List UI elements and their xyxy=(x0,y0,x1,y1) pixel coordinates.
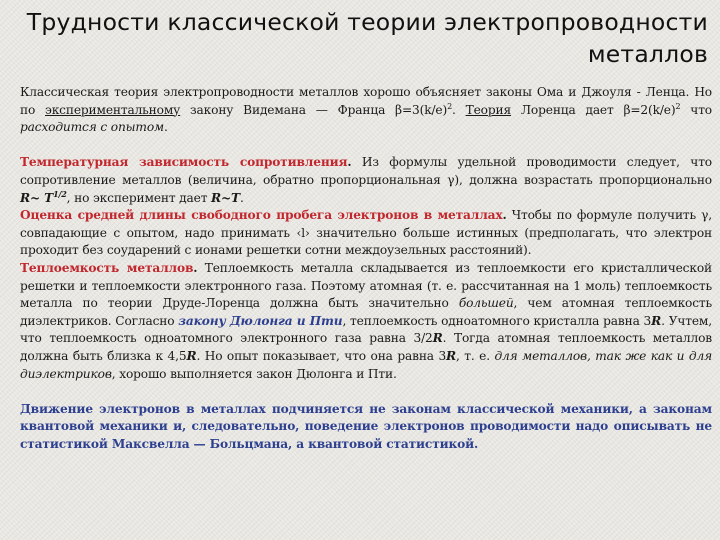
heat-capacity-paragraph: Теплоемкость металлов. Теплоемкость металла складывается из теплоемкости его кристаллической решетки и теплоемкости электронного газа. Поэтому атомная (т. е. рассчитанная на 1 моль) теплоемкость металла по теории Друде-Лоренца должна быть значительно большей, чем атомная теплоемкость диэлектриков. Согласно закону Дюлонга и Пти, теплоемкость одноатомного кристалла равна 3R. Учтем, что теплоемкость одноатомного электронного газа равна 3/2R. Тогда атомная теплоемкость металлов должна быть близка к 4,5R. Но опыт показывает, что она равна 3R, т. е. для металлов, так же как и для диэлектриков, хорошо выполняется закон Дюлонга и Пти. xyxy=(20,260,712,381)
dulong-petit-law: закону Дюлонга и Пти xyxy=(178,313,343,328)
formula-r-t: R~T xyxy=(211,190,240,205)
italic-contradiction: расходится с опытом xyxy=(20,120,164,135)
intro-paragraph: Классическая теория электропроводности металлов хорошо объясняет законы Ома и Джоуля - Ленца. Но по экспериментальному закону Видемана — Франца $\beta=3(k/e)^2$. Теория Лоренца дает $\beta=2(k/e)^2$ что расходится с опытом. xyxy=(20,85,712,135)
slide-body xyxy=(20,84,712,453)
spacer xyxy=(20,137,712,155)
heading-temperature: Температурная зависимость сопротивления xyxy=(20,155,348,170)
link-theory[interactable]: Теория xyxy=(465,102,512,117)
formula-r-t-half: R~ $T^{1/2}$ xyxy=(20,188,67,205)
link-experimental[interactable]: экспериментальному xyxy=(45,102,181,117)
heading-heat-capacity: Теплоемкость металлов xyxy=(20,260,194,275)
slide-title: Трудности классической теории электропроводности металлов xyxy=(26,8,708,68)
free-path-paragraph: Оценка средней длины свободного пробега электронов в металлах. Чтобы по формуле получить γ, совпадающие с опытом, надо принимать ‹l› значительно больше истинных (предполагать, что электрон проходит без соударений с ионами решетки сотни междоузельных расстояний). xyxy=(20,208,712,258)
heading-free-path: Оценка средней длины свободного пробега электронов в металлах xyxy=(20,208,503,223)
temperature-paragraph: Температурная зависимость сопротивления. Из формулы удельной проводимости следует, что сопротивление металлов (величина, обратно пропорциональная γ), должна возрастать пропорционально R~ $T^{1/2}$, но эксперимент дает R~T. xyxy=(20,155,712,205)
spacer xyxy=(20,383,712,401)
conclusion-paragraph: Движение электронов в металлах подчиняется не законам классической механики, а законам квантовой механики и, следовательно, поведение электронов проводимости надо описывать не статистикой Максвелла — Больцмана, а квантовой статистикой. xyxy=(20,401,712,451)
